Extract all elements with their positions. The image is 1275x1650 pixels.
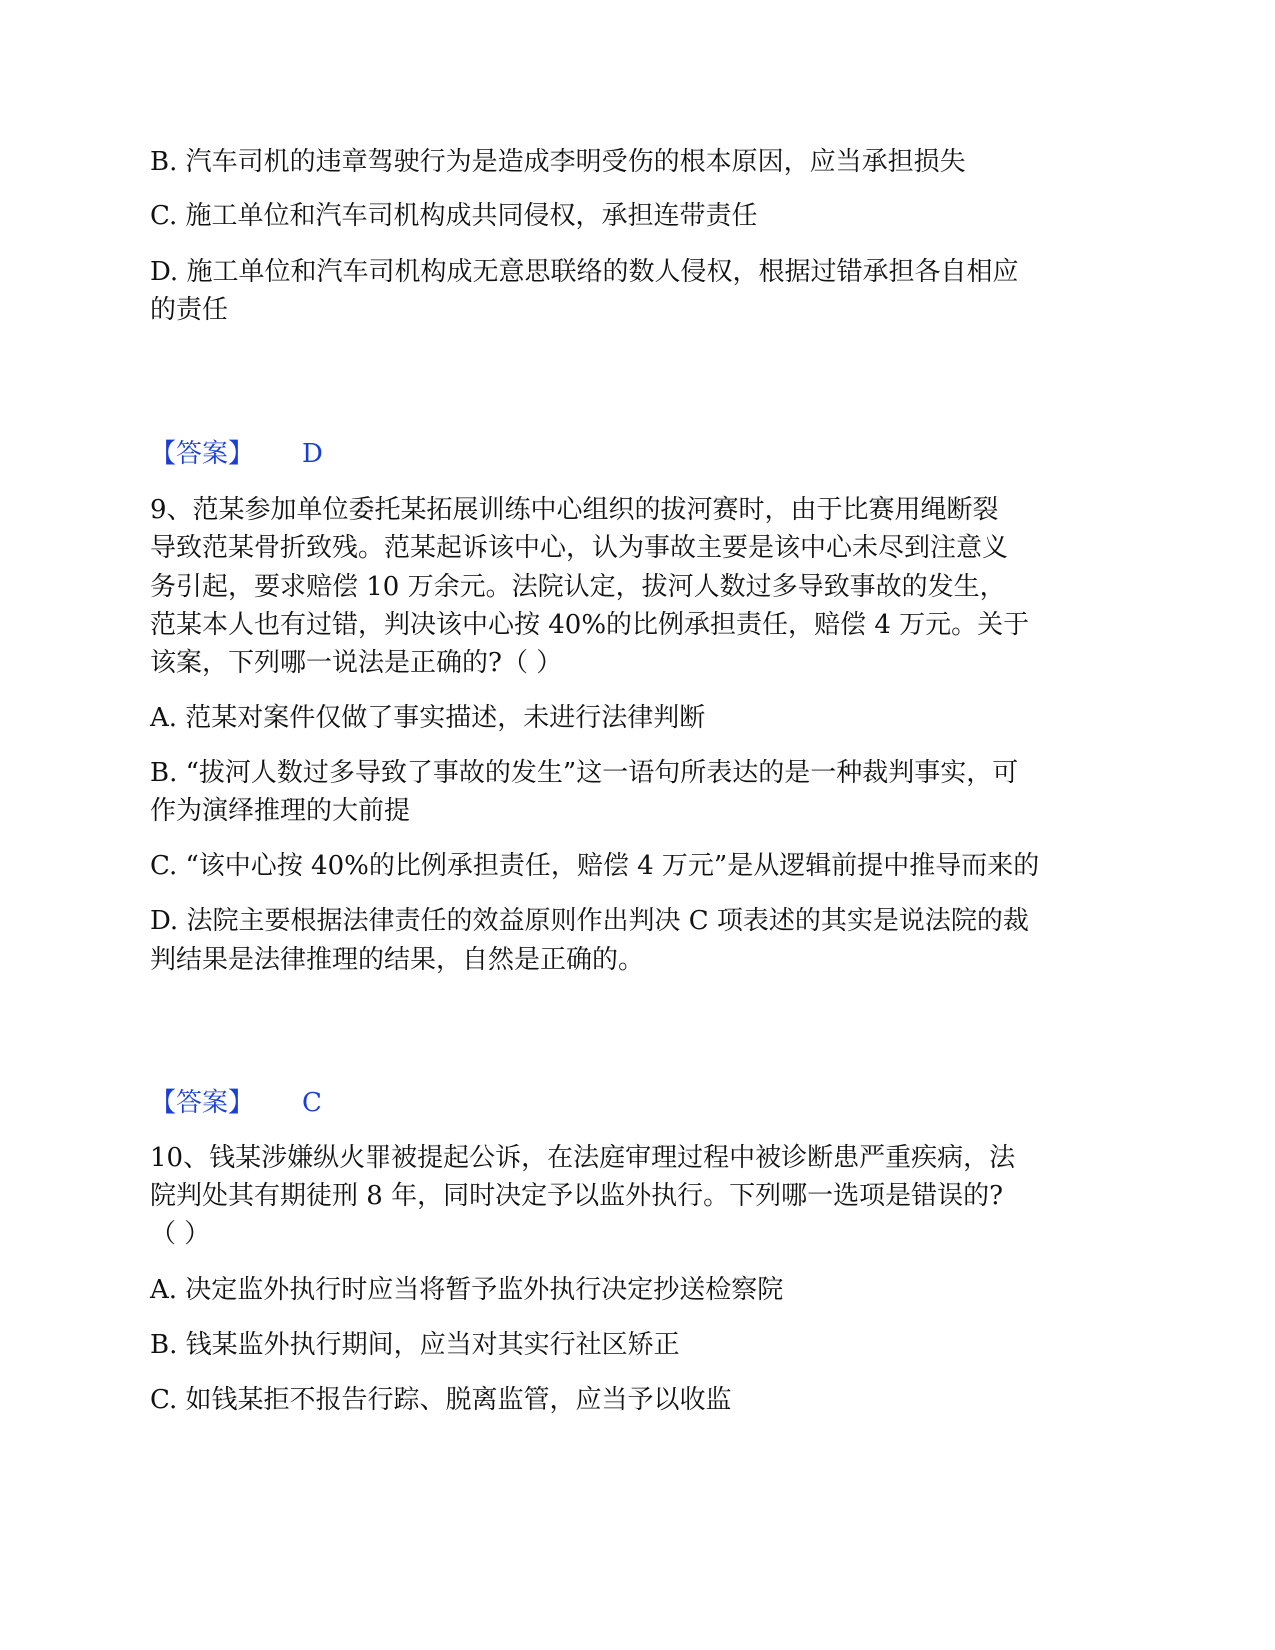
q10-stem-line2: 院判处其有期徒刑 8 年，同时决定予以监外执行。下列哪一选项是错误的? (150, 1181, 1004, 1211)
q9-option-b-line1: B. “拔河人数过多导致了事故的发生”这一语句所表达的是一种裁判事实，可 (150, 758, 1019, 788)
q9-option-b-line2: 作为演绎推理的大前提 (150, 796, 411, 826)
q8-option-d-line1: D. 施工单位和汽车司机构成无意思联络的数人侵权，根据过错承担各自相应 (150, 257, 1019, 287)
answer-label: 【答案】 (150, 1088, 255, 1118)
q9-stem-line2: 导致范某骨折致残。范某起诉该中心，认为事故主要是该中心未尽到注意义 (150, 533, 1009, 563)
answer-value: C (302, 1088, 322, 1118)
q8-option-b: B. 汽车司机的违章驾驶行为是造成李明受伤的根本原因，应当承担损失 (150, 147, 966, 177)
answer-value: D (302, 439, 323, 469)
q10-stem-line1: 10、钱某涉嫌纵火罪被提起公诉，在法庭审理过程中被诊断患严重疾病，法 (150, 1143, 1016, 1173)
q9-stem-line1: 9、范某参加单位委托某拓展训练中心组织的拔河赛时，由于比赛用绳断裂 (150, 495, 999, 525)
q10-option-c: C. 如钱某拒不报告行踪、脱离监管，应当予以收监 (150, 1385, 732, 1415)
q9-option-c: C. “该中心按 40%的比例承担责任，赔偿 4 万元”是从逻辑前提中推导而来的 (150, 851, 1040, 881)
q9-stem-line5: 该案，下列哪一说法是正确的?（ ） (150, 648, 563, 678)
q10-stem-line3: （ ） (150, 1219, 211, 1249)
q9-answer (150, 1083, 1130, 1123)
q9-option-d-line1: D. 法院主要根据法律责任的效益原则作出判决 C 项表述的其实是说法院的裁 (150, 906, 1029, 936)
q10-option-b: B. 钱某监外执行期间，应当对其实行社区矫正 (150, 1330, 680, 1360)
q9-option-d-line2: 判结果是法律推理的结果，自然是正确的。 (150, 945, 645, 975)
q10-option-a: A. 决定监外执行时应当将暂予监外执行决定抄送检察院 (150, 1275, 784, 1305)
q8-answer (150, 434, 1130, 474)
q9-option-a: A. 范某对案件仅做了事实描述，未进行法律判断 (150, 703, 706, 733)
q8-option-d-line2: 的责任 (150, 295, 229, 325)
q9-stem-line3: 务引起，要求赔偿 10 万余元。法院认定，拔河人数过多导致事故的发生， (150, 572, 1006, 602)
q8-option-c: C. 施工单位和汽车司机构成共同侵权，承担连带责任 (150, 201, 758, 231)
answer-label: 【答案】 (150, 439, 255, 469)
q9-stem-line4: 范某本人也有过错，判决该中心按 40%的比例承担责任，赔偿 4 万元。关于 (150, 610, 1030, 640)
